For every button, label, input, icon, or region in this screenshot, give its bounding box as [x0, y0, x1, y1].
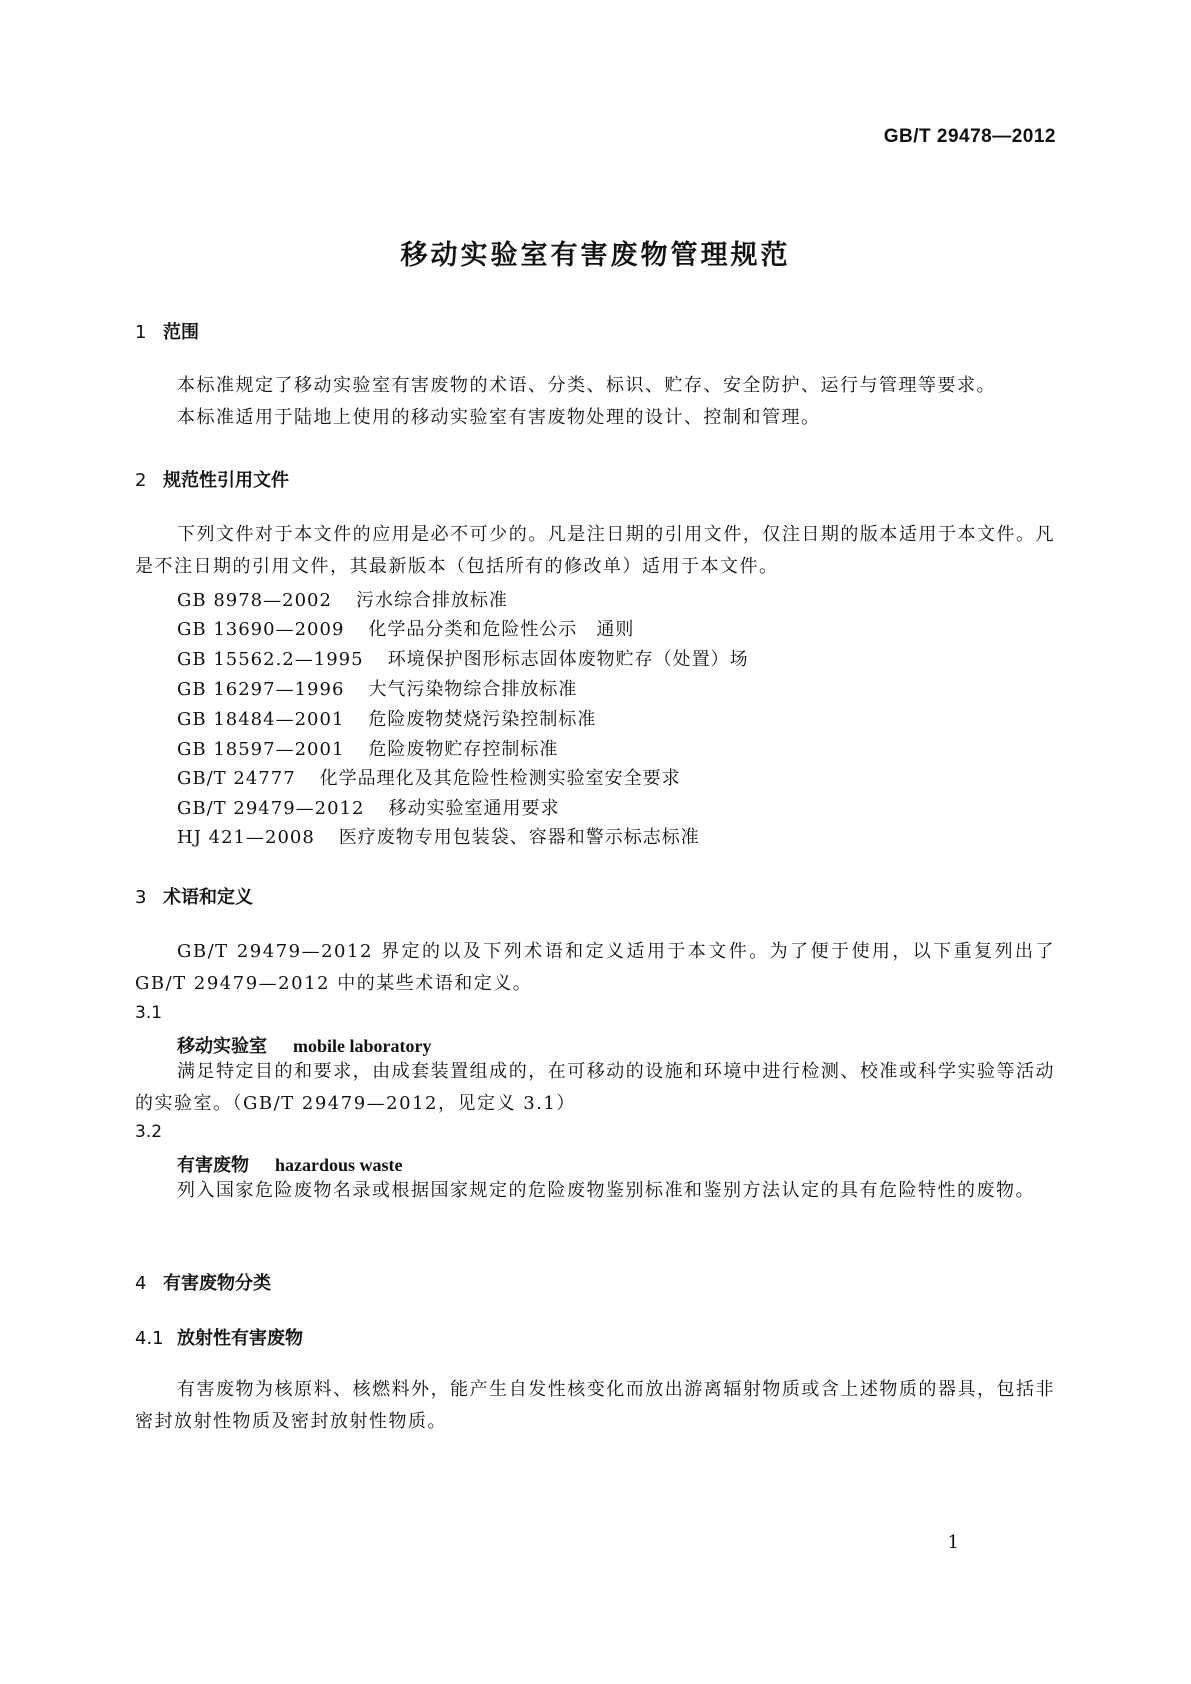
paragraph: 本标准规定了移动实验室有害废物的术语、分类、标识、贮存、安全防护、运行与管理等要求。	[177, 375, 996, 396]
section-number: 1	[135, 322, 147, 343]
reference-code: GB 13690—2009	[177, 619, 345, 640]
reference-title: 大气污染物综合排放标准	[368, 679, 578, 700]
term-definition: 满足特定目的和要求，由成套装置组成的，在可移动的设施和环境中进行检测、校准或科学实验等活动的实验室。（GB/T 29479—2012，见定义 3.1）	[135, 1061, 1055, 1114]
reference-title: 环境保护图形标志固体废物贮存（处置）场	[387, 649, 749, 670]
section-3-heading	[135, 883, 253, 909]
section-title: 有害废物分类	[163, 1273, 271, 1294]
section-title: 术语和定义	[163, 887, 253, 908]
reference-item	[177, 615, 634, 641]
reference-item	[177, 735, 558, 761]
section-title: 规范性引用文件	[163, 470, 289, 491]
paragraph: 有害废物为核原料、核燃料外，能产生自发性核变化而放出游离辐射物质或含上述物质的器具，包括非密封放射性物质及密封放射性物质。	[135, 1379, 1055, 1432]
reference-code: GB 15562.2—1995	[177, 649, 364, 670]
reference-item	[177, 705, 596, 731]
standard-code: GB/T 29478—2012	[883, 126, 1056, 147]
term-zh: 有害废物	[177, 1155, 249, 1176]
reference-item	[177, 645, 749, 671]
reference-code: GB/T 29479—2012	[177, 798, 365, 819]
subsection-4-1-heading	[135, 1324, 303, 1350]
term-number: 3.2	[135, 1122, 163, 1142]
reference-code: GB 18484—2001	[177, 709, 345, 730]
page-number: 1	[947, 1532, 959, 1553]
section-4-heading	[135, 1269, 271, 1295]
reference-item	[177, 823, 700, 849]
reference-item	[177, 764, 681, 790]
reference-code: GB 8978—2002	[177, 590, 332, 611]
reference-code: HJ 421—2008	[177, 827, 315, 848]
section-number: 4	[135, 1273, 147, 1294]
reference-title: 危险废物焚烧污染控制标准	[368, 709, 597, 730]
term-definition: 列入国家危险废物名录或根据国家规定的危险废物鉴别标准和鉴别方法认定的具有危险特性的废物。	[177, 1180, 1035, 1201]
term-en: mobile laboratory	[293, 1036, 432, 1056]
section-2-heading	[135, 466, 289, 492]
paragraph: 下列文件对于本文件的应用是必不可少的。凡是注日期的引用文件，仅注日期的版本适用于本文件。凡是不注日期的引用文件，其最新版本（包括所有的修改单）适用于本文件。	[135, 524, 1055, 577]
reference-title: 医疗废物专用包装袋、容器和警示标志标准	[338, 827, 700, 848]
reference-code: GB 18597—2001	[177, 739, 345, 760]
section-1-heading	[135, 318, 199, 344]
reference-code: GB/T 24777	[177, 768, 296, 789]
term-zh: 移动实验室	[177, 1036, 267, 1057]
term-number: 3.1	[135, 1003, 163, 1023]
reference-title: 化学品分类和危险性公示 通则	[368, 619, 635, 640]
section-number: 2	[135, 470, 147, 491]
paragraph: GB/T 29479—2012 界定的以及下列术语和定义适用于本文件。为了便于使用，以下重复列出了 GB/T 29479—2012 中的某些术语和定义。	[135, 941, 1055, 994]
subsection-title: 放射性有害废物	[177, 1328, 303, 1349]
reference-title: 危险废物贮存控制标准	[368, 739, 559, 760]
document-title: 移动实验室有害废物管理规范	[400, 240, 791, 271]
paragraph: 本标准适用于陆地上使用的移动实验室有害废物处理的设计、控制和管理。	[177, 407, 821, 428]
subsection-number: 4.1	[135, 1328, 164, 1349]
reference-item	[177, 675, 577, 701]
reference-title: 污水综合排放标准	[355, 590, 508, 611]
reference-title: 移动实验室通用要求	[388, 798, 560, 819]
term-heading	[177, 1032, 431, 1058]
term-en: hazardous waste	[275, 1155, 403, 1175]
reference-item	[177, 794, 559, 820]
section-number: 3	[135, 887, 147, 908]
reference-item	[177, 586, 508, 612]
reference-title: 化学品理化及其危险性检测实验室安全要求	[319, 768, 681, 789]
section-title: 范围	[163, 322, 199, 343]
term-heading	[177, 1151, 403, 1177]
reference-code: GB 16297—1996	[177, 679, 345, 700]
